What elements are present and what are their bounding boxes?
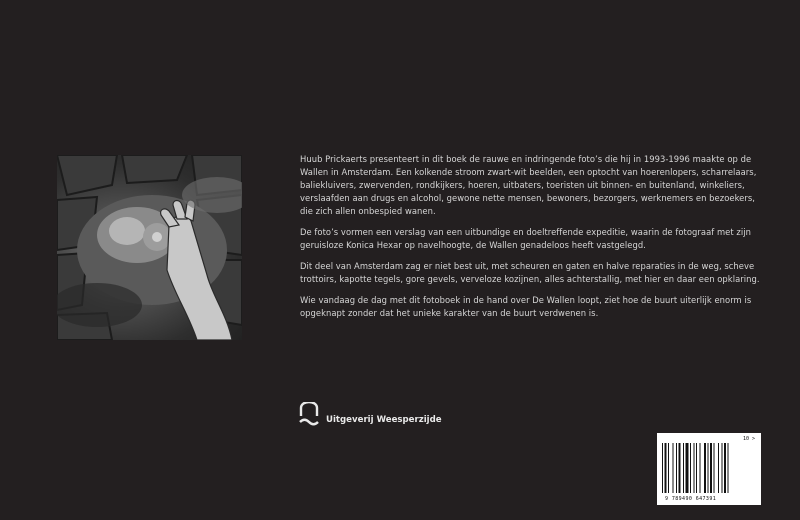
isbn-number: 9 789490 647391: [665, 496, 717, 502]
barcode-bar: [718, 443, 719, 493]
barcode-bar: [683, 443, 684, 493]
paragraph-condition: Dit deel van Amsterdam zag er niet best uit, met scheuren en gaten en halve reparaties in de weg, scheve trottoirs, kapotte tegels, gore gevels, verveloze kozijnen, alles achterstallig, met hier en daar een opklaring.: [300, 261, 760, 284]
barcode-bar: [724, 443, 726, 493]
publisher-name: Uitgeverij Weesperzijde: [326, 414, 442, 425]
paragraph-today: Wie vandaag de dag met dit fotoboek in de hand over De Wallen loopt, ziet hoe de buurt uiterlijk enorm is opgeknapt zonder dat het unieke karakter van de buurt verdwenen is.: [300, 295, 752, 318]
publisher-logo: [298, 402, 442, 428]
barcode-bar: [662, 443, 663, 493]
barcode-bar: [679, 443, 681, 493]
barcode-bar: [708, 443, 709, 493]
barcode-bar: [673, 443, 674, 493]
barcode-bar: [665, 443, 667, 493]
cover-photo: [57, 155, 242, 340]
barcode-bar: [668, 443, 669, 493]
paragraph-intro: Huub Prickaerts presenteert in dit boek de rauwe en indringende foto’s die hij in 1993-1996 maakte op de Wallen in Amsterdam. Een kolkende stroom zwart-wit beelden, een optocht van hoerenlopers, scharrelaars, baliekluivers, zwervenden, rondkijkers, hoeren, uitbaters, toeristen uit binnen- en buitenland, winkeliers, verslaafden aan drugs en alcohol, gewone nette mensen, bewoners, bezorgers, werknemers en bezoekers, die zich allen onbespied wanen.: [300, 154, 757, 216]
barcode-bar: [694, 443, 695, 493]
barcode-bars: [662, 443, 756, 493]
barcode-addon: 10 >: [742, 436, 755, 442]
barcode-bar: [700, 443, 701, 493]
barcode-bar: [714, 443, 715, 493]
barcode-bar: [704, 443, 706, 493]
back-cover-text: [300, 153, 770, 328]
barcode-bar: [722, 443, 723, 493]
house-arch-icon: [298, 402, 320, 428]
paragraph-expedition: De foto’s vormen een verslag van een uitbundige en doeltreffende expeditie, waarin de fotograaf met zijn geruisloze Konica Hexar op navelhoogte, de Wallen genadeloos heeft vastgelegd.: [300, 227, 751, 250]
barcode-bar: [690, 443, 691, 493]
barcode-bar: [710, 443, 712, 493]
barcode-bar: [676, 443, 677, 493]
barcode-bar: [696, 443, 697, 493]
barcode-bar: [728, 443, 729, 493]
barcode-bar: [686, 443, 689, 493]
isbn-barcode: [657, 433, 761, 505]
